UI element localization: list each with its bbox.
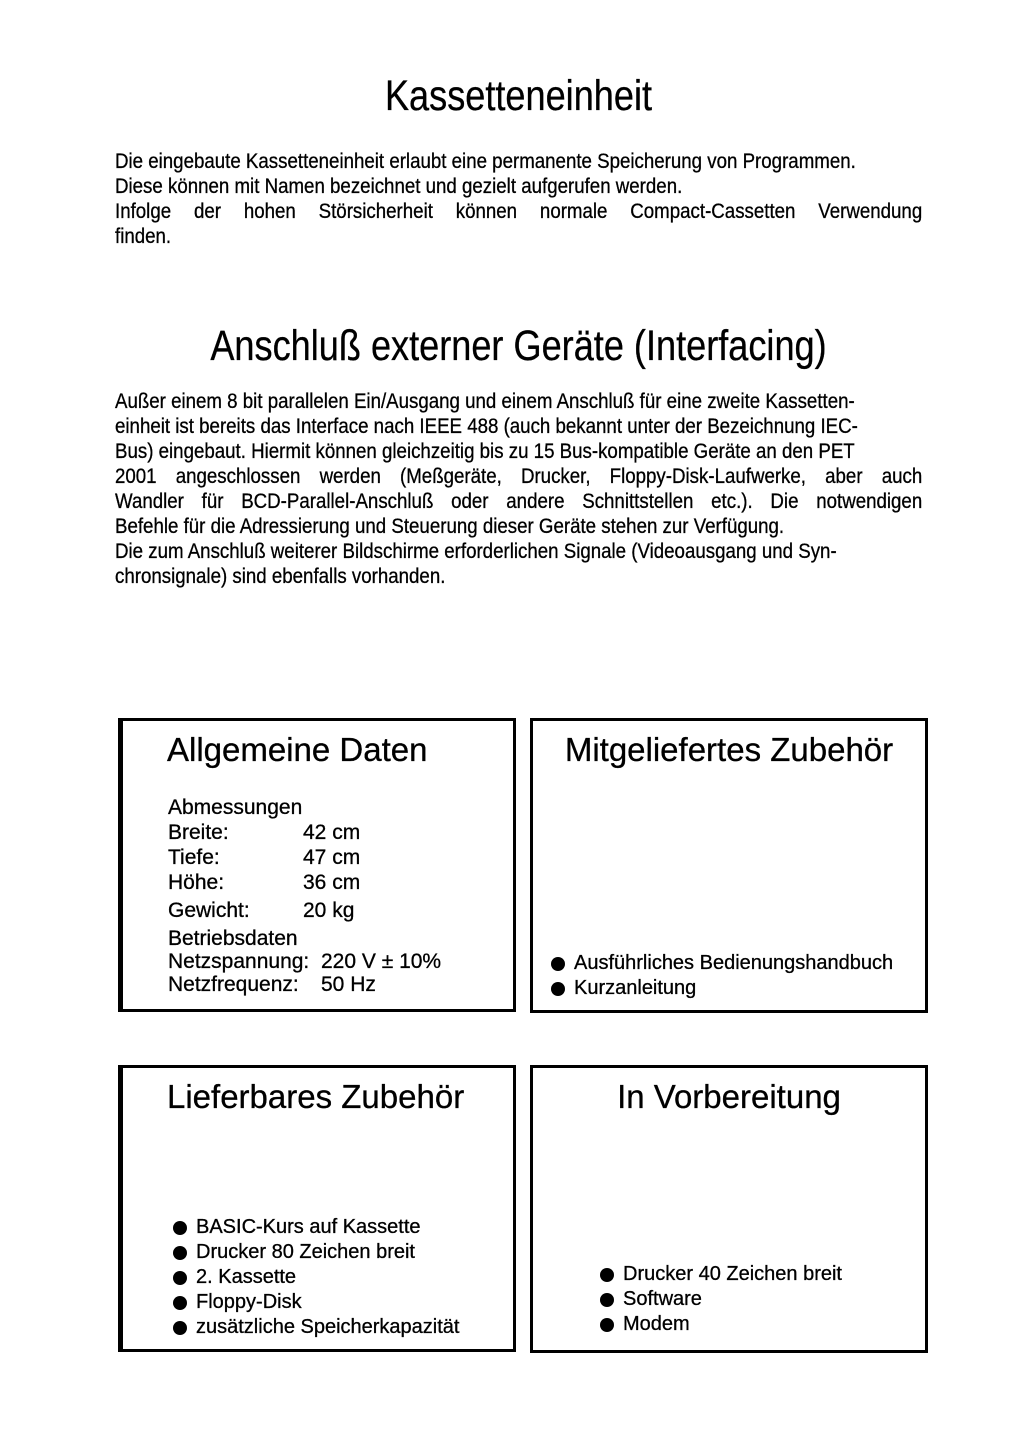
section-title: Anschluß externer Geräte (Interfacing)	[210, 322, 827, 370]
list-item-label: Drucker 40 Zeichen breit	[623, 1263, 842, 1285]
intro-paragraph	[115, 149, 922, 249]
box-mitgeliefertes-zubehoer	[530, 718, 928, 1013]
spec-label: Tiefe:	[168, 846, 220, 869]
box-allgemeine-daten	[118, 718, 516, 1012]
spec-row-netzfrequenz	[168, 973, 513, 996]
list-item-label: Floppy-Disk	[196, 1291, 302, 1313]
bullet-icon	[600, 1268, 614, 1282]
box-title-lieferbares-zubehoer: Lieferbares Zubehör	[167, 1078, 465, 1115]
box-title-in-vorbereitung: In Vorbereitung	[617, 1078, 841, 1115]
list-item	[600, 1262, 925, 1287]
paragraph-line: Infolge der hohen Störsicherheit können normale Compact-Cassetten Verwendung	[115, 200, 923, 223]
list-item	[551, 976, 925, 1001]
box-in-vorbereitung	[530, 1065, 928, 1353]
list-item	[173, 1265, 513, 1290]
spec-row-gewicht	[168, 898, 513, 923]
paragraph-line: finden.	[115, 225, 172, 248]
paragraph-line: chronsignale) sind ebenfalls vorhanden.	[115, 565, 446, 588]
paragraph-line: Wandler für BCD-Parallel-Anschluß oder andere Schnittstellen etc.). Die notwendigen	[115, 490, 923, 513]
spec-value: 42 cm	[303, 821, 361, 844]
list-item	[173, 1215, 513, 1240]
list-item-label: Drucker 80 Zeichen breit	[196, 1241, 415, 1263]
page-title: Kassetteneinheit	[384, 72, 653, 120]
section-label-betriebsdaten: Betriebsdaten	[168, 927, 298, 950]
bullet-icon	[173, 1321, 187, 1335]
bullet-icon	[173, 1271, 187, 1285]
spec-list	[123, 769, 513, 996]
section-paragraph	[115, 389, 922, 589]
spec-value: 36 cm	[303, 871, 361, 894]
paragraph-line: einheit ist bereits das Interface nach IEEE 488 (auch bekannt unter der Bezeichnung IEC-	[115, 415, 858, 438]
list-item-label: Modem	[623, 1313, 690, 1335]
bullet-icon	[551, 957, 565, 971]
box-lieferbares-zubehoer	[118, 1065, 516, 1352]
paragraph-line: Befehle für die Adressierung und Steuerung dieser Geräte stehen zur Verfügung.	[115, 515, 785, 538]
bullet-list	[123, 1215, 513, 1349]
list-item-label: Software	[623, 1288, 702, 1310]
spec-row-breite	[168, 820, 513, 845]
list-item	[173, 1315, 513, 1340]
list-item	[173, 1290, 513, 1315]
paragraph-line: Diese können mit Namen bezeichnet und gezielt aufgerufen werden.	[115, 175, 683, 198]
spec-label: Gewicht:	[168, 899, 250, 922]
spec-label: Breite:	[168, 821, 229, 844]
bullet-icon	[173, 1221, 187, 1235]
spec-label: Netzfrequenz:	[168, 973, 299, 996]
spec-row-hoehe	[168, 870, 513, 895]
box-title-allgemeine-daten: Allgemeine Daten	[167, 731, 428, 768]
spec-value: 47 cm	[303, 846, 361, 869]
list-item	[600, 1287, 925, 1312]
paragraph-line: 2001 angeschlossen werden (Meßgeräte, Drucker, Floppy-Disk-Laufwerke, aber auch	[115, 465, 923, 488]
spec-value: 50 Hz	[321, 973, 376, 996]
bullet-icon	[173, 1246, 187, 1260]
paragraph-line: Die eingebaute Kassetteneinheit erlaubt eine permanente Speicherung von Programmen.	[115, 150, 856, 173]
box-title-mitgeliefertes-zubehoer: Mitgeliefertes Zubehör	[564, 731, 894, 768]
list-item-label: zusätzliche Speicherkapazität	[196, 1316, 460, 1338]
spec-label: Netzspannung:	[168, 950, 310, 973]
bullet-icon	[600, 1293, 614, 1307]
bullet-list	[533, 1262, 925, 1350]
paragraph-line: Die zum Anschluß weiterer Bildschirme erforderlichen Signale (Videoausgang und Syn-	[115, 540, 837, 563]
spec-value: 220 V ± 10%	[321, 950, 442, 973]
list-item	[173, 1240, 513, 1265]
section-label-abmessungen: Abmessungen	[168, 796, 303, 819]
list-item	[551, 951, 925, 976]
bullet-icon	[551, 982, 565, 996]
list-item	[600, 1312, 925, 1337]
bullet-list	[533, 951, 925, 1010]
spec-row-netzspannung	[168, 950, 513, 973]
spec-label: Höhe:	[168, 871, 225, 894]
list-item-label: 2. Kassette	[196, 1266, 297, 1288]
spec-row-tiefe	[168, 845, 513, 870]
list-item-label: BASIC-Kurs auf Kassette	[196, 1216, 421, 1238]
spec-value: 20 kg	[303, 899, 355, 922]
bullet-icon	[600, 1318, 614, 1332]
paragraph-line: Außer einem 8 bit parallelen Ein/Ausgang und einem Anschluß für eine zweite Kassetten-	[115, 390, 855, 413]
list-item-label: Kurzanleitung	[574, 977, 697, 999]
bullet-icon	[173, 1296, 187, 1310]
list-item-label: Ausführliches Bedienungshandbuch	[574, 952, 894, 974]
paragraph-line: Bus) eingebaut. Hiermit können gleichzeitig bis zu 15 Bus-kompatible Geräte an den PET	[115, 440, 855, 463]
